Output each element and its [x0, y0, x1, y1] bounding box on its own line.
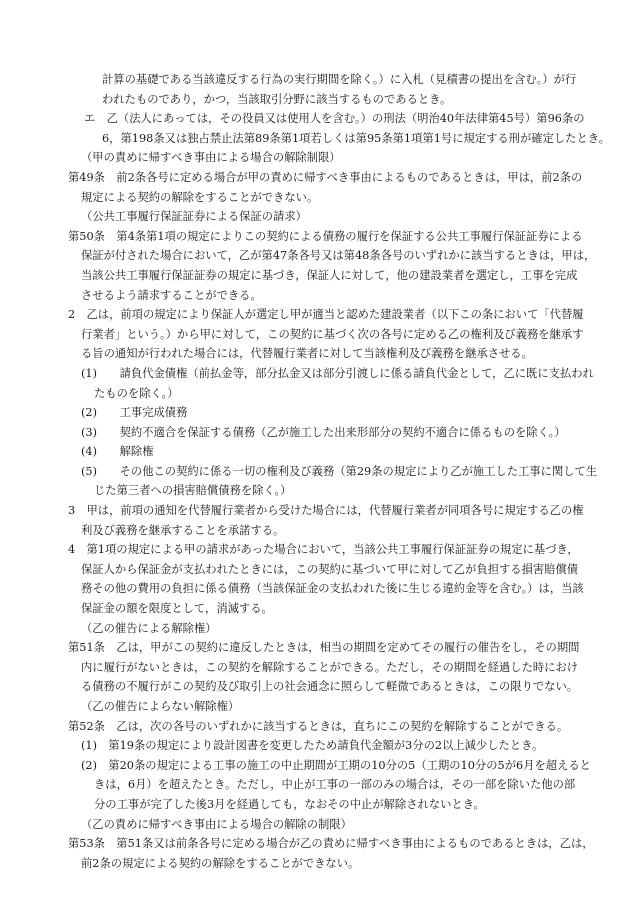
text-line: 分の工事が完了した後3月を経過しても，なおその中止が解除されないとき。	[94, 797, 485, 811]
article-52: 第52条 乙は，次の各号のいずれかに該当するときは，直ちにこの契約を解除することができる。	[68, 719, 569, 733]
text-line: 保証が付された場合において，乙が第47条各号又は第48条各号のいずれかに該当するときは，甲は，	[81, 249, 596, 263]
text-line: 前2条の規定による契約の解除をすることができない。	[81, 856, 360, 870]
article-53: 第53条 第51条又は前条各号に定める場合が乙の責めに帰すべき事由によるものであるときは，乙は，	[68, 837, 594, 851]
list-item-2: (2) 第20条の規定による工事の施工の中止期間が工期の10分の5（工期の10分の5が6月を超えると	[81, 758, 591, 772]
text-line: エ 乙（法人にあっては，その役員又は使用人を含む。）の刑法（明治40年法律第45号）第96条の	[84, 112, 585, 126]
text-line: 計算の基礎である当該違反する行為の実行期間を除く。）に入札（見積書の提出を含む。）が行	[102, 73, 577, 86]
list-item-3: (3) 契約不適合を保証する債務（乙が施工した出来形部分の契約不適合に係るものを除く。）	[81, 425, 566, 439]
text-line: われたものであり，かつ，当該取引分野に該当するものであるとき。	[102, 92, 452, 106]
document-body	[68, 70, 610, 873]
list-item-1: (1) 請負代金債権（前払金等，部分払金又は部分引渡しに係る請負代金として，乙に既に支払われ	[81, 366, 594, 380]
paragraph-2: 2 乙は，前項の規定により保証人が選定し甲が適当と認めた建設業者（以下この条において「代替履	[68, 308, 584, 322]
paragraph-3: 3 甲は，前項の通知を代替履行業者から受けた場合には，代替履行業者が同項各号に規定する乙の権	[68, 504, 584, 518]
article-49: 第49条 前2条各号に定める場合が甲の責めに帰すべき事由によるものであるときは，甲は，前2条の	[68, 170, 583, 184]
section-heading: （乙の責めに帰すべき事由による場合の解除の制限）	[81, 817, 352, 831]
list-item-5: (5) その他この契約に係る一切の権利及び義務（第29条の規定により乙が施工した工事に関して生	[81, 464, 598, 478]
section-heading: （乙の催告による解除権）	[81, 621, 217, 635]
text-line: 当該公共工事履行保証証券の規定に基づき，保証人に対して，他の建設業者を選定し，工事を完成	[81, 268, 578, 282]
section-heading: （乙の催告によらない解除権）	[81, 700, 240, 713]
section-heading: （甲の責めに帰すべき事由による場合の解除制限）	[81, 151, 341, 165]
text-line: 保証金の額を限度として，消滅する。	[81, 602, 273, 616]
text-line: 内に履行がないときは，この契約を解除することができる。ただし，その期間を経過した時におけ	[81, 660, 579, 674]
text-line: 行業者」という。）から甲に対して，この契約に基づく次の各号に定める乙の権利及び義務を継承す	[81, 327, 584, 341]
text-line: 6，第198条又は独占禁止法第89条第1項若しくは第95条第1項第1号に規定する刑が確定したとき。	[102, 131, 610, 145]
text-line: 規定による契約の解除をすることができない。	[81, 190, 319, 204]
article-50: 第50条 第4条第1項の規定によりこの契約による債務の履行を保証する公共工事履行保証証券による	[68, 229, 583, 243]
article-51: 第51条 乙は，甲がこの契約に違反したときは，相当の期間を定めてその履行の催告をし，その期間	[68, 641, 580, 655]
list-item-4: (4) 解除権	[81, 445, 154, 459]
list-item-1: (1) 第19条の規定により設計図書を変更したため請負代金額が3分の2以上減少したとき。	[81, 739, 544, 753]
text-line: させるよう請求することができる。	[81, 288, 262, 302]
text-line: る旨の通知が行われた場合には，代替履行業者に対して当該権利及び義務を継承させる。	[81, 347, 533, 361]
text-line: る債務の不履行がこの契約及び取引上の社会通念に照らして軽微であるときは，この限りでない。	[81, 680, 579, 694]
text-line: じた第三者への損害賠償債務を除く。）	[94, 484, 292, 498]
list-item-2: (2) 工事完成債務	[81, 406, 188, 420]
text-line: 務その他の費用の負担に係る債務（当該保証金の支払われた後に生じる違約金等を含む。）は，当該	[81, 582, 584, 596]
text-line: 保証人から保証金が支払われたときには，この契約に基づいて甲に対して乙が負担する損害賠償債	[81, 562, 579, 576]
text-line: きは，6月）を超えたとき。ただし，中止が工事の一部のみの場合は，その一部を除いた他の部	[94, 778, 576, 792]
paragraph-4: 4 第1項の規定による甲の請求があった場合において，当該公共工事履行保証証券の規定に基づき，	[68, 543, 579, 557]
text-line: 利及び義務を継承することを承諾する。	[81, 523, 285, 537]
section-heading: （公共工事履行保証証券による保証の請求）	[81, 210, 307, 224]
text-line: たものを除く。）	[94, 386, 179, 400]
